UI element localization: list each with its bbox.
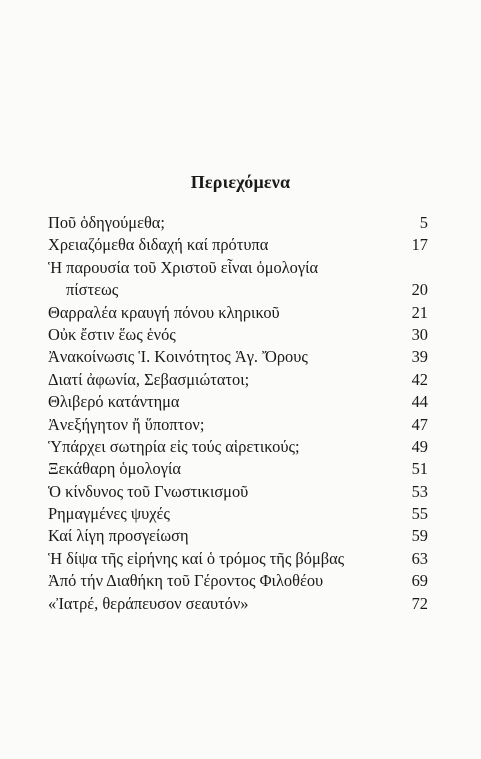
toc-entry bbox=[48, 369, 432, 391]
toc-entry bbox=[48, 593, 432, 615]
toc-entry-title: Ξεκάθαρη ὁμολογία bbox=[48, 459, 181, 479]
toc-entry-title: Ὁ κίνδυνος τοῦ Γνωστικισμοῦ bbox=[48, 481, 249, 501]
toc-entry-title: Χρειαζόμεθα διδαχή καί πρότυπα bbox=[48, 235, 269, 255]
toc-entry-title: Ρημαγμένες ψυχές bbox=[48, 504, 170, 524]
toc-entry-title: Ἀνακοίνωσις Ἱ. Κοινότητος Ἁγ. Ὄρους bbox=[48, 347, 308, 367]
toc-entry-page: 5 bbox=[419, 212, 428, 232]
toc-entry bbox=[48, 436, 432, 458]
toc-entry-title: «Ἰατρέ, θεράπευσον σεαυτόν» bbox=[48, 593, 249, 613]
toc-entry-page: 59 bbox=[411, 526, 428, 546]
toc-entry-page: 42 bbox=[411, 369, 428, 389]
toc-entry-title: Καί λίγη προσγείωση bbox=[48, 526, 189, 546]
toc-entry-title: Διατί ἀφωνία, Σεβασμιώτατοι; bbox=[48, 369, 250, 389]
toc-entry bbox=[48, 414, 432, 436]
toc-entry bbox=[48, 525, 432, 547]
toc-entry-title: Ἡ δίψα τῆς εἰρήνης καί ὁ τρόμος τῆς βόμβας bbox=[48, 548, 345, 568]
toc-entry-title: Θαρραλέα κραυγή πόνου κληρικοῦ bbox=[48, 302, 280, 322]
toc-entry-title-continuation: πίστεως bbox=[66, 280, 119, 300]
toc-entry bbox=[48, 570, 432, 592]
toc-entry-title: Ἀπό τήν Διαθήκη τοῦ Γέροντος Φιλοθέου bbox=[48, 571, 324, 591]
table-of-contents bbox=[48, 212, 432, 615]
toc-entry-page: 39 bbox=[411, 347, 428, 367]
toc-entry-page: 51 bbox=[411, 459, 428, 479]
toc-entry-page: 17 bbox=[411, 235, 428, 255]
toc-entry-page: 49 bbox=[411, 436, 428, 456]
toc-entry-title: Ὑπάρχει σωτηρία εἰς τούς αἱρετικούς; bbox=[48, 436, 300, 456]
toc-entry-page: 72 bbox=[411, 593, 428, 613]
toc-entry bbox=[48, 548, 432, 570]
toc-entry bbox=[48, 302, 432, 324]
toc-entry bbox=[48, 212, 432, 234]
toc-entry-title: Οὐκ ἔστιν ἕως ἑνός bbox=[48, 324, 176, 344]
toc-entry bbox=[48, 458, 432, 480]
toc-entry bbox=[48, 324, 432, 346]
toc-entry bbox=[48, 257, 432, 302]
page-title: Περιεχόμενα bbox=[190, 172, 291, 192]
toc-entry-title: Ἀνεξήγητον ἤ ὕποπτον; bbox=[48, 414, 205, 434]
toc-entry-page: 30 bbox=[411, 324, 428, 344]
toc-entry bbox=[48, 503, 432, 525]
toc-entry-title: Ποῦ ὁδηγούμεθα; bbox=[48, 213, 165, 232]
toc-entry-page: 55 bbox=[411, 504, 428, 524]
toc-entry bbox=[48, 481, 432, 503]
toc-entry-page: 20 bbox=[411, 280, 428, 300]
toc-entry bbox=[48, 234, 432, 256]
toc-entry-title: Θλιβερό κατάντημα bbox=[48, 392, 180, 412]
toc-entry-page: 21 bbox=[411, 302, 428, 322]
toc-entry-page: 44 bbox=[411, 392, 428, 412]
toc-entry-page: 47 bbox=[411, 414, 428, 434]
toc-entry-page: 69 bbox=[411, 571, 428, 591]
toc-entry bbox=[48, 391, 432, 413]
toc-entry bbox=[48, 346, 432, 368]
toc-entry-page: 53 bbox=[411, 481, 428, 501]
toc-entry-title: Ἡ παρουσία τοῦ Χριστοῦ εἶναι ὁμολογία bbox=[48, 257, 319, 277]
toc-entry-page: 63 bbox=[411, 548, 428, 568]
